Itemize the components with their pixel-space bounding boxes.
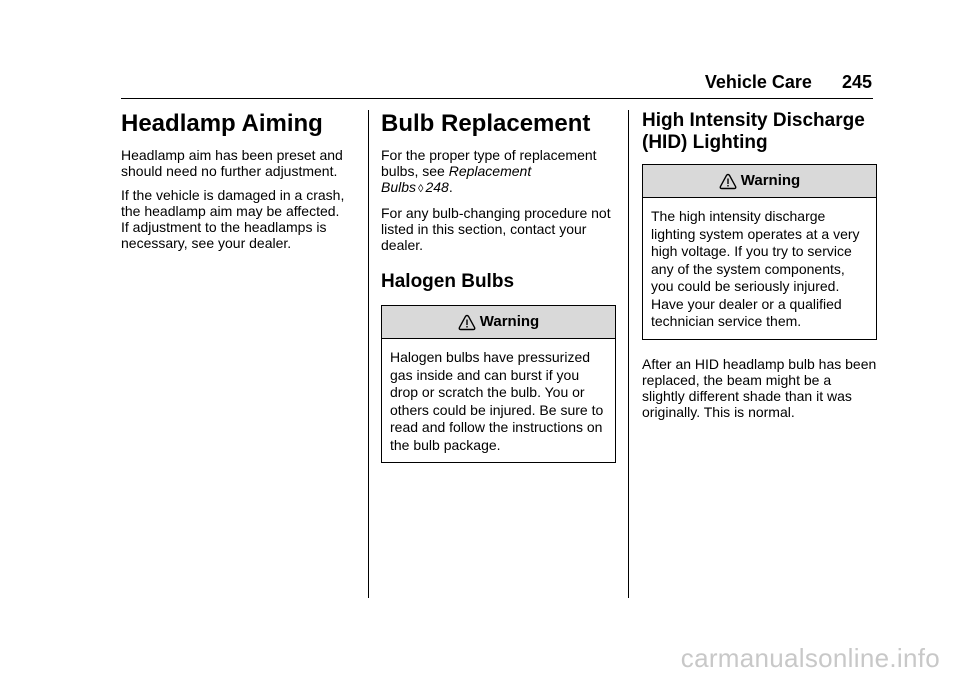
page-header bbox=[0, 72, 872, 93]
heading-headlamp-aiming: Headlamp Aiming bbox=[121, 110, 323, 137]
warning-box bbox=[381, 305, 616, 463]
heading-halogen-bulbs: Halogen Bulbs bbox=[381, 271, 515, 292]
heading-line: (HID) Lighting bbox=[642, 132, 768, 153]
column-divider-2 bbox=[628, 110, 629, 598]
column-hid-lighting bbox=[642, 110, 877, 428]
warning-triangle-icon bbox=[719, 173, 737, 190]
heading-hid-lighting bbox=[642, 110, 877, 154]
warning-text: The high intensity discharge lighting system operates at a very high voltage. If you try to service any of the system components, you could be seriously injured. Have your dealer or a qualified technician service them. bbox=[651, 208, 860, 329]
page-number: 245 bbox=[841, 72, 872, 92]
paragraph: Headlamp aim has been preset and should need no further adjustment. bbox=[121, 147, 343, 179]
text-line: If the vehicle is damaged in a crash, bbox=[121, 187, 345, 203]
section-title: Vehicle Care bbox=[704, 72, 812, 92]
header-rule bbox=[121, 98, 873, 99]
xref-link[interactable]: Replacement bbox=[448, 163, 532, 179]
warning-header bbox=[643, 165, 876, 198]
heading-line: High Intensity Discharge bbox=[642, 110, 865, 131]
column-headlamp-aiming bbox=[121, 110, 356, 259]
text: For the proper type of replacement bulbs, see bbox=[381, 147, 597, 179]
text-line: necessary, see your dealer. bbox=[121, 235, 292, 251]
paragraph: For the proper type of replacement bulbs, see Replacement Bulbs ◊ 248. bbox=[381, 147, 597, 195]
warning-header bbox=[382, 306, 615, 339]
xref-page[interactable]: 248 bbox=[425, 179, 449, 195]
watermark: carmanualsonline.info bbox=[680, 643, 940, 673]
warning-text: Halogen bulbs have pressurized gas inside and can burst if you drop or scratch the bulb. You or others could be injured. Be sure to read and follow the instructions on the bulb package. bbox=[390, 349, 604, 453]
warning-box bbox=[642, 164, 877, 340]
paragraph: For any bulb-changing procedure not listed in this section, contact your dealer. bbox=[381, 205, 611, 253]
paragraph: After an HID headlamp bulb has been replaced, the beam might be a slightly different shade than it was originally. This is normal. bbox=[642, 355, 877, 420]
warning-triangle-icon bbox=[458, 314, 476, 331]
heading-bulb-replacement: Bulb Replacement bbox=[381, 110, 591, 137]
text-line: the headlamp aim may be affected. bbox=[121, 203, 340, 219]
warning-title: Warning bbox=[740, 172, 801, 189]
column-divider-1 bbox=[368, 110, 369, 598]
warning-title: Warning bbox=[479, 313, 540, 330]
page-reference-icon: ◊ bbox=[418, 183, 424, 195]
column-bulb-replacement bbox=[381, 110, 616, 473]
paragraph bbox=[121, 187, 356, 251]
xref-link[interactable]: Bulbs bbox=[381, 179, 417, 195]
text-line: If adjustment to the headlamps is bbox=[121, 219, 327, 235]
